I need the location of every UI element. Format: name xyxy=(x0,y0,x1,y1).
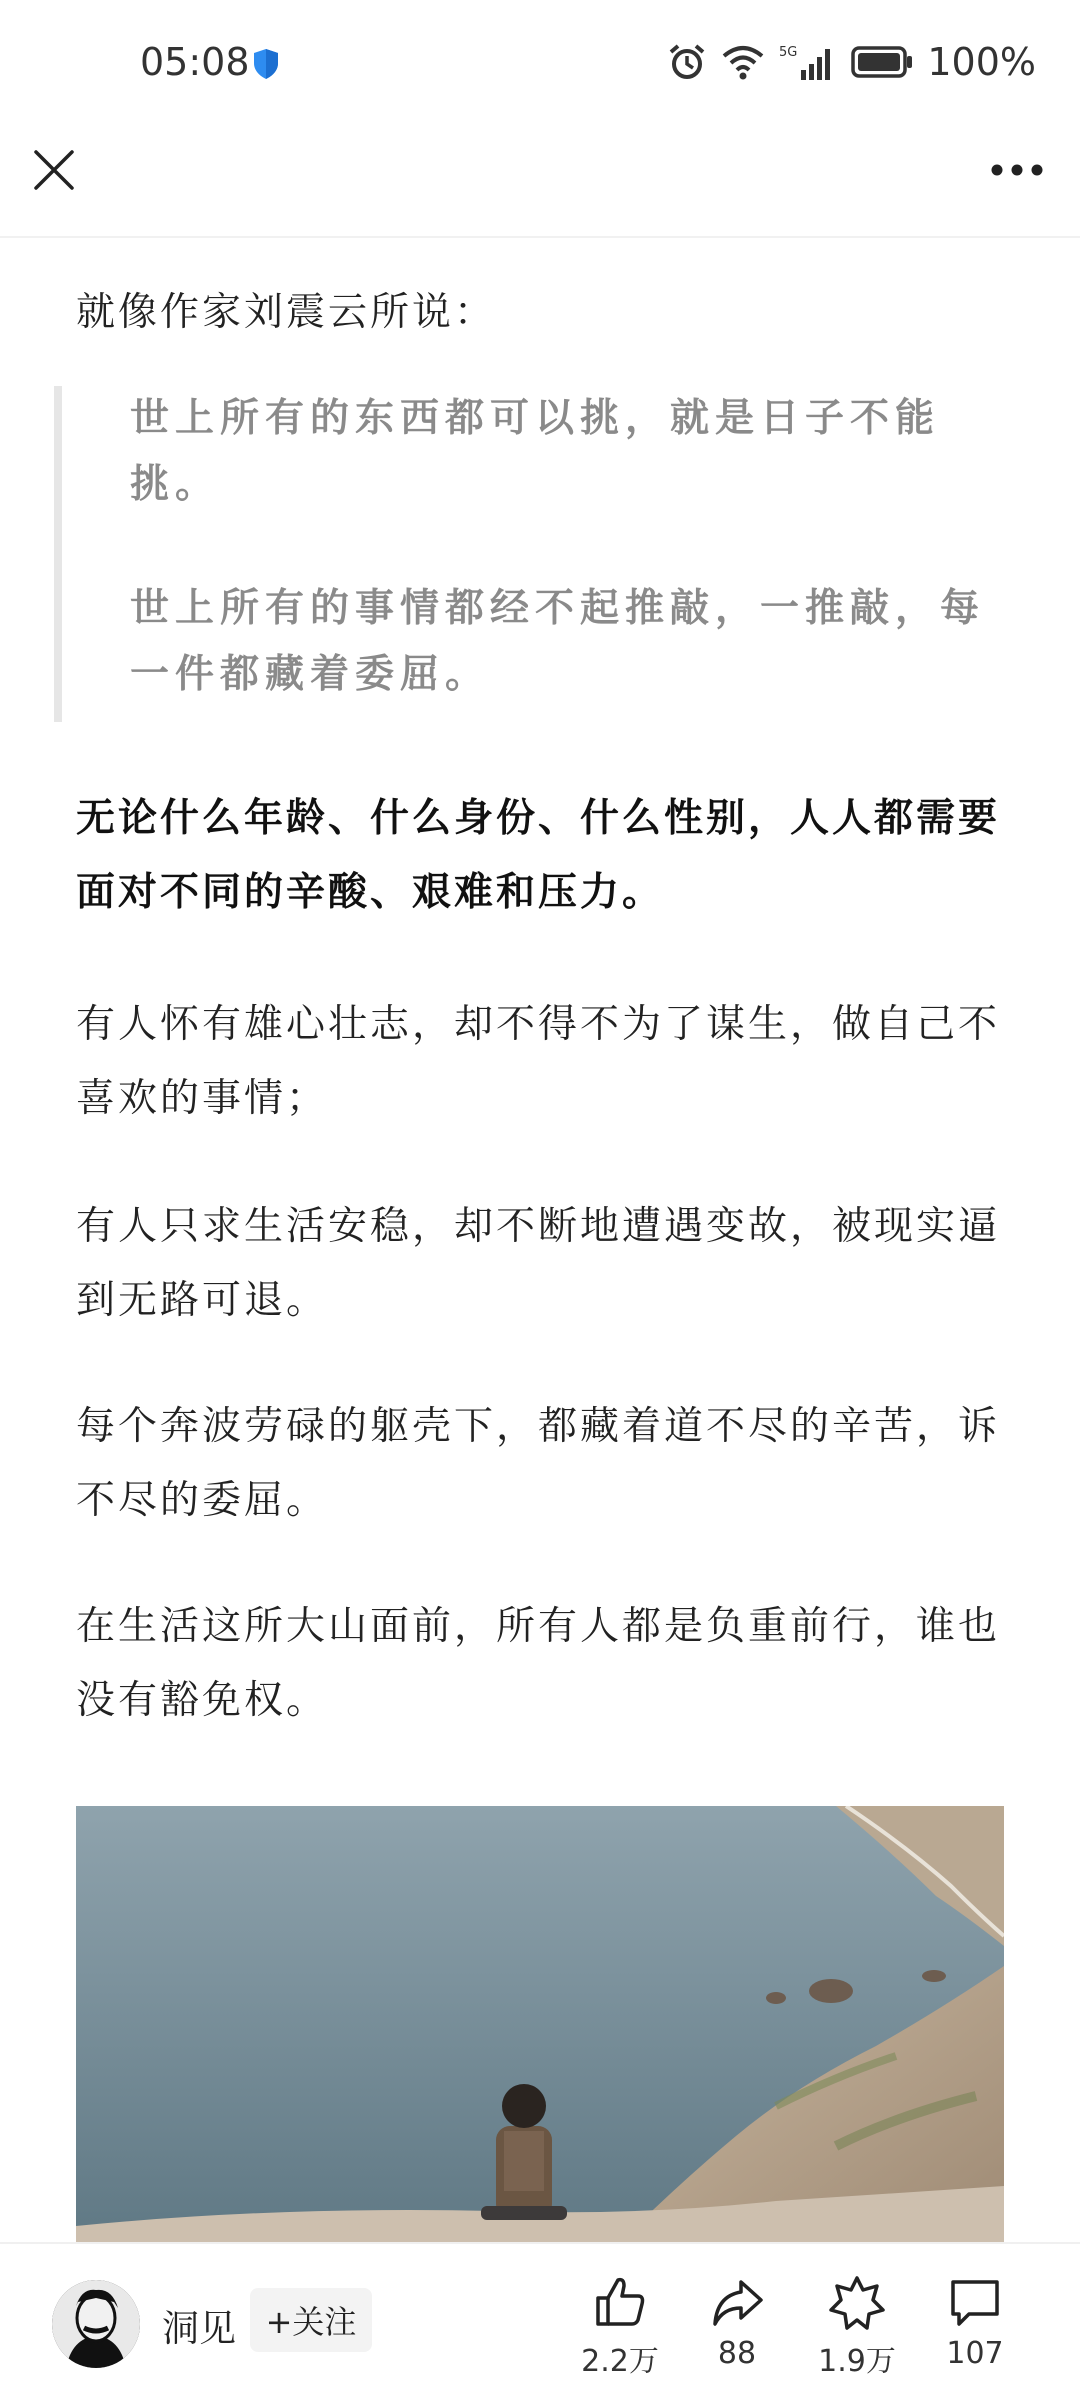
battery-icon xyxy=(851,45,913,79)
network-label: 5G xyxy=(779,45,798,60)
follow-button[interactable]: +关注 xyxy=(250,2288,372,2352)
avatar-image xyxy=(52,2280,140,2368)
battery-percentage: 100% xyxy=(927,40,1036,84)
thumbs-up-icon xyxy=(592,2274,648,2330)
blockquote xyxy=(54,386,1004,722)
close-icon xyxy=(32,148,76,192)
comment-button[interactable] xyxy=(920,2274,1030,2371)
more-icon xyxy=(989,162,1045,178)
collect-button[interactable] xyxy=(802,2274,912,2380)
like-button[interactable] xyxy=(565,2274,675,2380)
collect-count: 1.9万 xyxy=(818,2344,896,2379)
bold-paragraph: 无论什么年龄、什么身份、什么性别，人人都需要面对不同的辛酸、艰难和压力。 xyxy=(76,796,1001,915)
quote-paragraph: 世上所有的东西都可以挑，就是日子不能挑。 xyxy=(130,396,941,507)
comment-count: 107 xyxy=(946,2336,1004,2371)
status-bar xyxy=(0,0,1080,130)
share-button[interactable] xyxy=(682,2274,792,2371)
like-count: 2.2万 xyxy=(581,2344,659,2379)
paragraph: 有人只求生活安稳，却不断地遭遇变故，被现实逼到无路可退。 xyxy=(76,1204,1001,1323)
paragraph: 有人怀有雄心壮志，却不得不为了谋生，做自己不喜欢的事情； xyxy=(76,1002,1001,1121)
bottom-action-bar xyxy=(0,2242,1080,2402)
wifi-icon xyxy=(721,42,765,82)
status-time: 05:08 xyxy=(140,40,250,84)
alarm-icon xyxy=(667,42,707,82)
shield-icon xyxy=(252,48,280,80)
more-button[interactable] xyxy=(982,140,1052,200)
seaside-cliff-photo xyxy=(76,1806,1004,2246)
author-name[interactable]: 洞见 xyxy=(162,2307,236,2350)
article-image[interactable] xyxy=(76,1806,1004,2246)
share-arrow-icon xyxy=(709,2274,765,2330)
star-icon xyxy=(829,2274,885,2330)
share-count: 88 xyxy=(717,2336,757,2371)
comment-icon xyxy=(947,2274,1003,2330)
close-button[interactable] xyxy=(24,140,84,200)
article-intro: 就像作家刘震云所说： xyxy=(76,290,497,335)
quote-paragraph: 世上所有的事情都经不起推敲，一推敲，每一件都藏着委屈。 xyxy=(130,586,986,697)
status-indicators xyxy=(667,40,1036,84)
paragraph: 每个奔波劳碌的躯壳下，都藏着道不尽的辛苦，诉不尽的委屈。 xyxy=(76,1404,1001,1523)
paragraph: 在生活这所大山面前，所有人都是负重前行，谁也没有豁免权。 xyxy=(76,1604,1001,1723)
app-bar xyxy=(0,130,1080,238)
signal-icon xyxy=(779,42,837,82)
author-avatar[interactable] xyxy=(52,2280,140,2368)
